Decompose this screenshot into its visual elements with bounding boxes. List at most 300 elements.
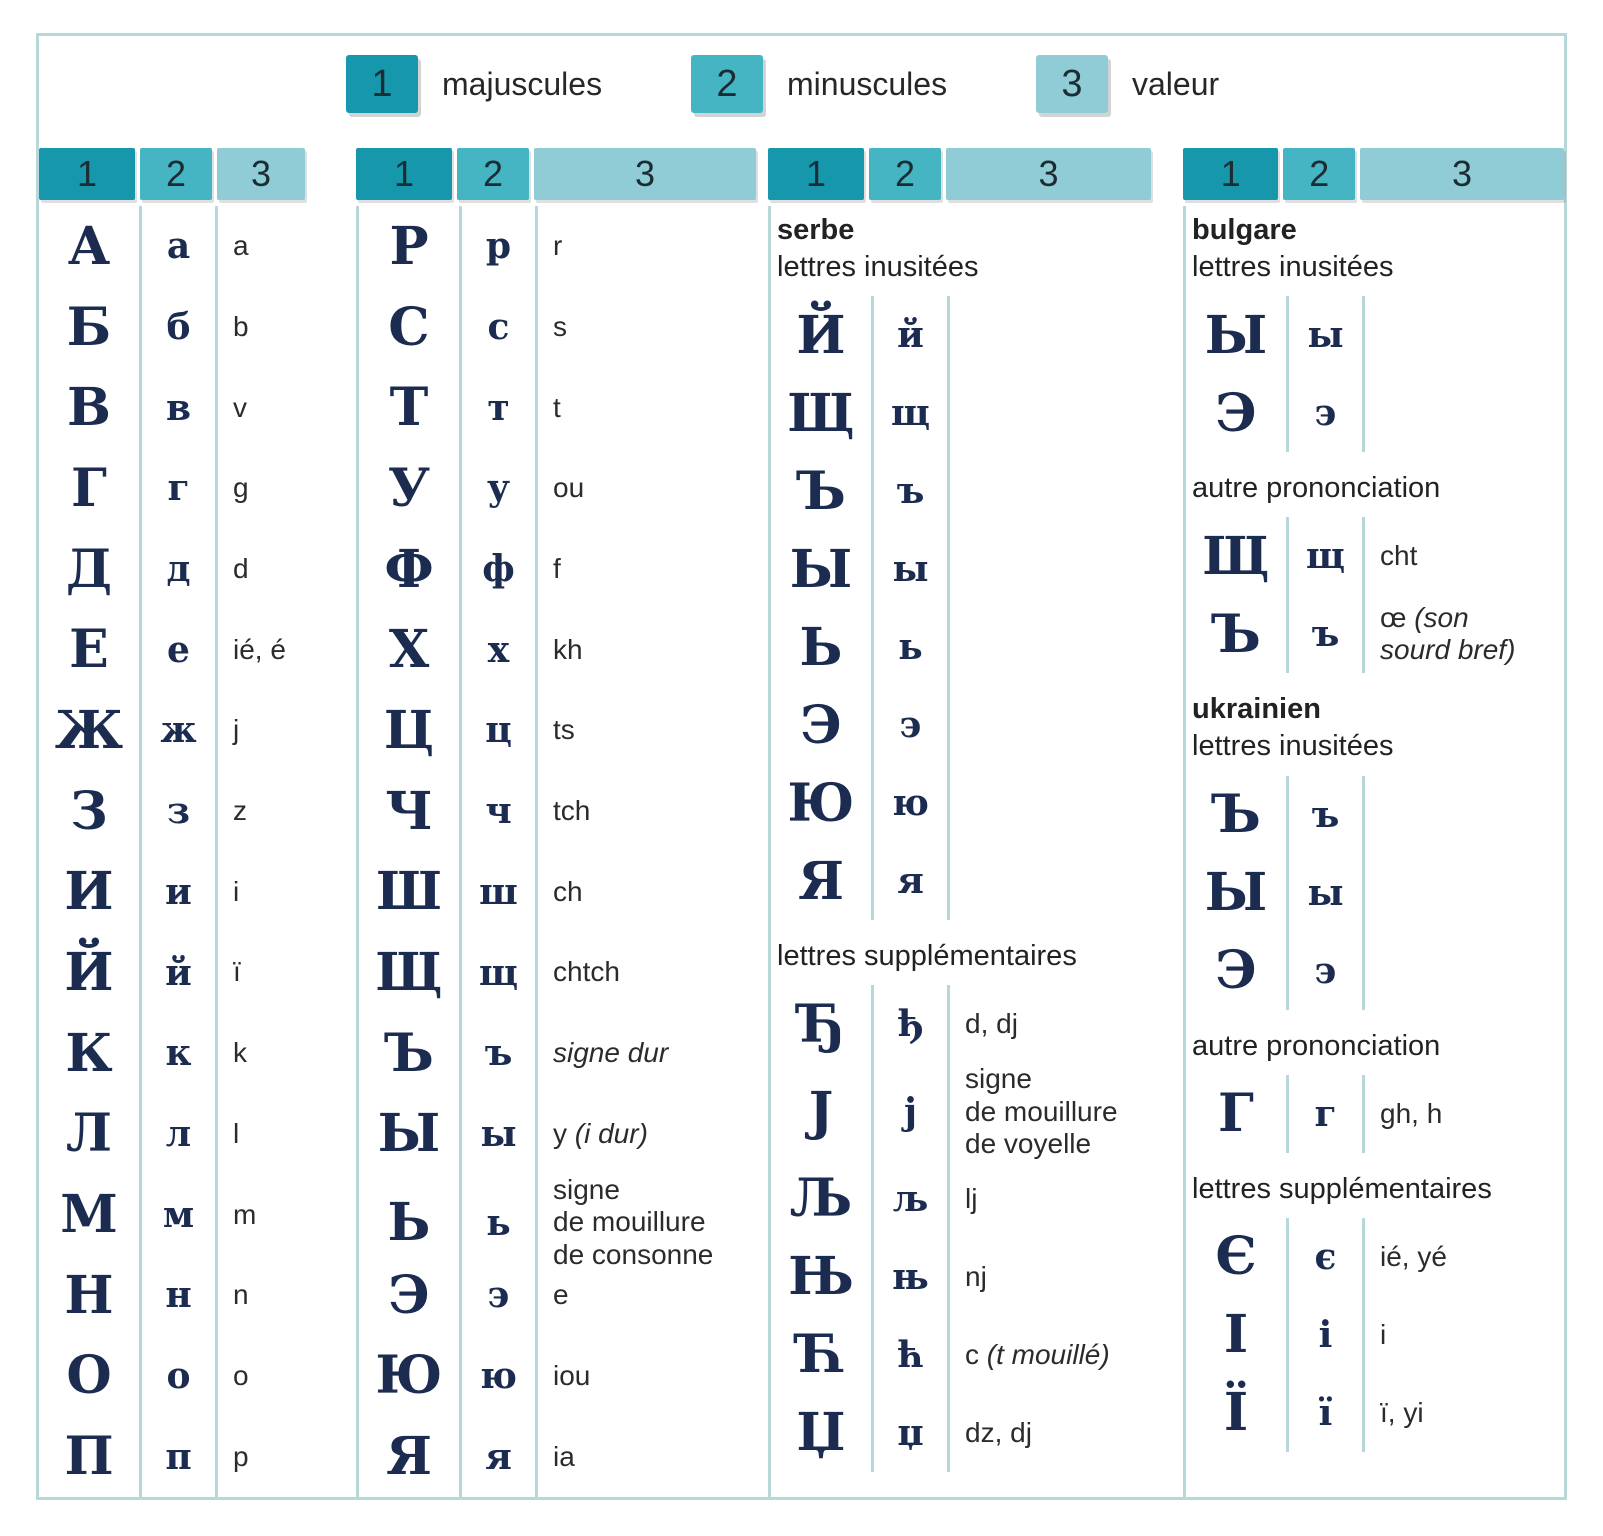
valeur-text: j: [233, 714, 240, 746]
letter-row: [359, 1416, 768, 1497]
valeur-cell: [535, 367, 768, 448]
valeur-cell: [947, 1238, 1183, 1316]
majuscule-letter: П: [64, 1426, 114, 1488]
valeur-text: gh, h: [1380, 1097, 1443, 1129]
valeur-cell: [535, 1013, 768, 1094]
valeur-cell: [1362, 374, 1564, 452]
minuscule-letter: џ: [871, 1394, 947, 1472]
minuscule-letter: щ: [459, 932, 535, 1013]
valeur-cell: [947, 608, 1183, 686]
minuscule-letter: н: [139, 1255, 215, 1336]
minuscule-letter: э: [459, 1255, 535, 1336]
valeur-cell: [535, 1416, 768, 1497]
minuscule-letter: к: [139, 1013, 215, 1094]
valeur-cell: [1362, 1374, 1564, 1452]
majuscule-letter: Я: [386, 1426, 432, 1488]
letter-row: [359, 448, 768, 529]
column-header-2: 2: [869, 148, 941, 200]
majuscule-letter: Э: [1215, 940, 1257, 1002]
group-body: [768, 206, 1183, 1497]
minuscule-letter: і: [1286, 1296, 1362, 1374]
valeur-cell: [947, 985, 1183, 1063]
letter-row: [771, 608, 1183, 686]
letter-row: [359, 287, 768, 368]
valeur-cell: [1362, 854, 1564, 932]
minuscule-letter: ы: [459, 1094, 535, 1175]
letter-row: [1186, 776, 1564, 854]
table-frame: [36, 33, 1567, 1500]
majuscule-letter: Ь: [799, 616, 843, 678]
majuscule-letter: І: [1223, 1304, 1249, 1366]
letter-row: [771, 842, 1183, 920]
valeur-text: o: [233, 1359, 249, 1391]
valeur-text: f: [553, 553, 561, 584]
legend-label-minuscules: minuscules: [787, 65, 948, 102]
letter-row: [1186, 517, 1564, 595]
column-header-3: 3: [217, 148, 305, 200]
majuscule-letter: Ц: [383, 699, 435, 761]
valeur-cell: [1362, 776, 1564, 854]
valeur-text: r: [553, 230, 563, 262]
majuscule-letter: Ч: [385, 780, 433, 842]
majuscule-letter: Г: [1218, 1083, 1254, 1145]
majuscule-letter: Г: [71, 457, 107, 519]
minuscule-letter: ђ: [871, 985, 947, 1063]
letter-row: [39, 1336, 356, 1417]
letter-row: [771, 1063, 1183, 1160]
majuscule-letter: Ъ: [384, 1022, 434, 1084]
majuscule-letter: Ы: [1204, 304, 1268, 366]
minuscule-letter: ї: [1286, 1374, 1362, 1452]
valeur-text: ï, yi: [1380, 1396, 1424, 1428]
legend-item-valeur: [1036, 55, 1219, 113]
valeur-cell: [215, 852, 356, 933]
minuscule-letter: й: [139, 932, 215, 1013]
valeur-cell: [535, 1094, 768, 1175]
group-header: [39, 148, 356, 200]
valeur-cell: [535, 852, 768, 933]
minuscule-letter: ъ: [1286, 776, 1362, 854]
valeur-cell: [535, 1255, 768, 1336]
majuscule-letter: Е: [69, 619, 109, 681]
letter-row: [771, 764, 1183, 842]
valeur-cell: [215, 1174, 356, 1255]
minuscule-letter: щ: [871, 374, 947, 452]
letter-row: [771, 296, 1183, 374]
minuscule-letter: п: [139, 1416, 215, 1497]
majuscule-letter: Њ: [788, 1246, 854, 1308]
majuscule-letter: В: [67, 377, 111, 439]
valeur-cell: [535, 932, 768, 1013]
group-header: [1183, 148, 1564, 200]
column-header-1: 1: [356, 148, 452, 200]
majuscule-letter: К: [65, 1022, 113, 1084]
majuscule-letter: Є: [1215, 1226, 1257, 1288]
section-title: ukrainien: [1192, 693, 1321, 726]
majuscule-letter: И: [64, 861, 114, 923]
valeur-cell: [535, 1336, 768, 1417]
minuscule-letter: э: [1286, 932, 1362, 1010]
letter-row: [39, 1174, 356, 1255]
valeur-cell: [535, 206, 768, 287]
letter-row: [39, 1255, 356, 1336]
letter-row: [1186, 1296, 1564, 1374]
valeur-text: œ (son sourd bref): [1380, 602, 1516, 666]
minuscule-letter: ь: [871, 608, 947, 686]
minuscule-letter: м: [139, 1174, 215, 1255]
valeur-cell: [535, 690, 768, 771]
valeur-text: dz, dj: [965, 1416, 1032, 1448]
majuscule-letter: Щ: [1202, 525, 1270, 587]
valeur-text: nj: [965, 1260, 987, 1292]
majuscule-letter: Ы: [377, 1103, 441, 1165]
column-header-3: 3: [946, 148, 1151, 200]
minuscule-letter: т: [459, 367, 535, 448]
majuscule-letter: Ю: [375, 1345, 443, 1407]
valeur-text: ts: [553, 714, 575, 746]
valeur-cell: [215, 1013, 356, 1094]
valeur-text: m: [233, 1198, 257, 1230]
letter-row: [39, 1416, 356, 1497]
valeur-cell: [947, 686, 1183, 764]
minuscule-letter: ш: [459, 852, 535, 933]
majuscule-letter: Й: [64, 942, 114, 1004]
valeur-cell: [535, 448, 768, 529]
valeur-text: ia: [553, 1440, 575, 1472]
legend-item-majuscules: [346, 55, 602, 113]
letter-row: [359, 1094, 768, 1175]
valeur-text: ï: [233, 956, 241, 988]
minuscule-letter: ћ: [871, 1316, 947, 1394]
group-body: [1183, 206, 1564, 1497]
section-label: [771, 920, 1183, 985]
minuscule-letter: д: [139, 529, 215, 610]
section-subtitle: lettres inusitées: [1192, 251, 1394, 284]
section-label: [1186, 673, 1564, 775]
valeur-cell: [535, 529, 768, 610]
letter-row: [1186, 932, 1564, 1010]
valeur-text: s: [553, 310, 567, 342]
majuscule-letter: З: [70, 780, 108, 842]
valeur-text: ch: [553, 875, 583, 907]
letter-row: [359, 1013, 768, 1094]
valeur-text: p: [233, 1440, 249, 1472]
majuscule-letter: Э: [800, 694, 842, 756]
letter-row: [771, 1316, 1183, 1394]
majuscule-letter: М: [60, 1184, 118, 1246]
column-header-2: 2: [1283, 148, 1355, 200]
majuscule-letter: Ћ: [795, 1324, 847, 1386]
letter-row: [359, 932, 768, 1013]
valeur-cell: [1362, 1296, 1564, 1374]
letter-row: [771, 452, 1183, 530]
minuscule-letter: ч: [459, 771, 535, 852]
majuscule-letter: Р: [389, 215, 429, 277]
valeur-cell: [1362, 517, 1564, 595]
valeur-text: i: [1380, 1318, 1387, 1350]
letter-row: [1186, 374, 1564, 452]
valeur-cell: [215, 771, 356, 852]
valeur-text: iou: [553, 1359, 591, 1391]
valeur-cell: [215, 367, 356, 448]
column-header-1: 1: [1183, 148, 1278, 200]
letter-row: [771, 686, 1183, 764]
minuscule-letter: љ: [871, 1160, 947, 1238]
minuscule-letter: и: [139, 852, 215, 933]
valeur-text: c (t mouillé): [965, 1338, 1110, 1370]
letter-row: [39, 1094, 356, 1175]
valeur-cell: [215, 1255, 356, 1336]
valeur-text: tch: [553, 795, 591, 827]
letter-row: [39, 1013, 356, 1094]
minuscule-letter: ы: [1286, 854, 1362, 932]
valeur-text: v: [233, 391, 247, 423]
column-header-3: 3: [1360, 148, 1564, 200]
letter-row: [1186, 595, 1564, 673]
legend-item-minuscules: [691, 55, 947, 113]
legend-box-3: 3: [1036, 55, 1108, 113]
valeur-cell: [215, 287, 356, 368]
minuscule-letter: р: [459, 206, 535, 287]
column-groups: [39, 148, 1564, 1497]
letter-row: [39, 367, 356, 448]
minuscule-letter: б: [139, 287, 215, 368]
minuscule-letter: њ: [871, 1238, 947, 1316]
valeur-cell: [215, 448, 356, 529]
column-header-3: 3: [534, 148, 756, 200]
majuscule-letter: Щ: [375, 942, 443, 1004]
majuscule-letter: Ъ: [1211, 603, 1261, 665]
minuscule-letter: с: [459, 287, 535, 368]
valeur-text: chtch: [553, 956, 620, 988]
majuscule-letter: У: [387, 457, 431, 519]
majuscule-letter: Я: [798, 850, 844, 912]
section-label: [1186, 206, 1564, 296]
section-subtitle: autre prononciation: [1192, 1029, 1441, 1062]
majuscule-letter: Ы: [1204, 862, 1268, 924]
column-header-1: 1: [768, 148, 864, 200]
letter-row: [39, 609, 356, 690]
valeur-text: d: [233, 553, 249, 584]
letter-row: [359, 852, 768, 933]
majuscule-letter: С: [388, 296, 430, 358]
valeur-text: i: [233, 875, 240, 907]
valeur-cell: [215, 609, 356, 690]
section-subtitle: lettres supplémentaires: [1192, 1172, 1492, 1205]
minuscule-letter: щ: [1286, 517, 1362, 595]
section-subtitle: lettres inusitées: [1192, 730, 1394, 763]
minuscule-letter: ю: [871, 764, 947, 842]
minuscule-letter: в: [139, 367, 215, 448]
majuscule-letter: Ї: [1223, 1382, 1249, 1444]
valeur-text: y (i dur): [553, 1117, 648, 1149]
group-header: [768, 148, 1183, 200]
valeur-cell: [215, 529, 356, 610]
letter-row: [359, 206, 768, 287]
valeur-cell: [947, 842, 1183, 920]
letter-row: [359, 690, 768, 771]
minuscule-letter: е: [139, 609, 215, 690]
valeur-text: lj: [965, 1182, 978, 1214]
majuscule-letter: Ъ: [1211, 784, 1261, 846]
minuscule-letter: г: [139, 448, 215, 529]
letter-row: [359, 367, 768, 448]
legend-label-valeur: valeur: [1132, 65, 1220, 102]
valeur-text: ié, é: [233, 633, 286, 665]
valeur-text: cht: [1380, 540, 1418, 572]
legend-box-2: 2: [691, 55, 763, 113]
letter-row: [39, 771, 356, 852]
letter-row: [39, 932, 356, 1013]
valeur-text: kh: [553, 633, 583, 665]
letter-row: [771, 1160, 1183, 1238]
letter-row: [39, 690, 356, 771]
valeur-cell: [215, 932, 356, 1013]
majuscule-letter: Н: [64, 1264, 114, 1326]
letter-row: [771, 1394, 1183, 1472]
minuscule-letter: ъ: [459, 1013, 535, 1094]
minuscule-letter: я: [871, 842, 947, 920]
minuscule-letter: ю: [459, 1336, 535, 1417]
majuscule-letter: Љ: [789, 1168, 853, 1230]
valeur-text: a: [233, 230, 249, 262]
column-header-1: 1: [39, 148, 135, 200]
minuscule-letter: ъ: [871, 452, 947, 530]
valeur-cell: [947, 452, 1183, 530]
valeur-text: signe de mouillure de voyelle: [965, 1063, 1118, 1159]
letter-row: [359, 1255, 768, 1336]
minuscule-letter: ј: [871, 1063, 947, 1160]
valeur-text: ié, yé: [1380, 1240, 1447, 1272]
majuscule-letter: Ъ: [796, 460, 846, 522]
letter-row: [359, 1336, 768, 1417]
letter-row: [1186, 296, 1564, 374]
group-russian-r-ya: [356, 148, 768, 1497]
minuscule-letter: ц: [459, 690, 535, 771]
majuscule-letter: Э: [388, 1264, 430, 1326]
majuscule-letter: Щ: [787, 382, 855, 444]
valeur-cell: [947, 1394, 1183, 1472]
majuscule-letter: Ш: [376, 861, 442, 923]
majuscule-letter: Ф: [384, 538, 434, 600]
majuscule-letter: Ы: [789, 538, 853, 600]
minuscule-letter: ж: [139, 690, 215, 771]
valeur-text: l: [233, 1117, 240, 1149]
valeur-text: n: [233, 1279, 249, 1311]
majuscule-letter: Ј: [808, 1081, 834, 1143]
letter-row: [39, 206, 356, 287]
valeur-text: b: [233, 310, 249, 342]
valeur-text: ou: [553, 472, 585, 504]
valeur-cell: [947, 374, 1183, 452]
group-bulgarian-ukrainian: [1183, 148, 1564, 1497]
valeur-text: k: [233, 1037, 247, 1069]
valeur-cell: [947, 1316, 1183, 1394]
valeur-text: d, dj: [965, 1008, 1018, 1040]
legend-label-majuscules: majuscules: [442, 65, 603, 102]
letter-row: [771, 374, 1183, 452]
group-serbian: [768, 148, 1183, 1497]
letter-row: [359, 1174, 768, 1270]
valeur-text: e: [553, 1279, 569, 1311]
minuscule-letter: х: [459, 609, 535, 690]
majuscule-letter: Й: [796, 304, 846, 366]
majuscule-letter: Э: [1215, 382, 1257, 444]
minuscule-letter: о: [139, 1336, 215, 1417]
letter-row: [1186, 1218, 1564, 1296]
group-body: [39, 206, 356, 1497]
letter-row: [771, 530, 1183, 608]
section-subtitle: lettres inusitées: [777, 251, 979, 284]
minuscule-letter: й: [871, 296, 947, 374]
valeur-cell: [1362, 1075, 1564, 1153]
valeur-cell: [1362, 595, 1564, 673]
minuscule-letter: л: [139, 1094, 215, 1175]
letter-row: [1186, 1374, 1564, 1452]
group-header: [356, 148, 768, 200]
letter-row: [39, 529, 356, 610]
section-label: [1186, 1153, 1564, 1218]
minuscule-letter: ф: [459, 529, 535, 610]
column-header-2: 2: [140, 148, 212, 200]
valeur-cell: [535, 287, 768, 368]
section-label: [1186, 452, 1564, 517]
letter-row: [1186, 1075, 1564, 1153]
majuscule-letter: Б: [66, 296, 112, 358]
valeur-cell: [1362, 1218, 1564, 1296]
minuscule-letter: ъ: [1286, 595, 1362, 673]
minuscule-letter: ы: [871, 530, 947, 608]
valeur-text: signe de mouillure de consonne: [553, 1174, 714, 1270]
valeur-cell: [947, 1160, 1183, 1238]
section-title: serbe: [777, 214, 855, 246]
valeur-cell: [947, 530, 1183, 608]
majuscule-letter: Х: [388, 619, 430, 681]
valeur-cell: [947, 1063, 1183, 1160]
section-subtitle: autre prononciation: [1192, 472, 1441, 505]
section-subtitle: lettres supplémentaires: [777, 940, 1077, 973]
majuscule-letter: О: [66, 1345, 112, 1407]
minuscule-letter: э: [1286, 374, 1362, 452]
valeur-text: g: [233, 472, 249, 504]
majuscule-letter: Т: [389, 377, 429, 439]
group-body: [356, 206, 768, 1497]
valeur-cell: [1362, 296, 1564, 374]
minuscule-letter: г: [1286, 1075, 1362, 1153]
letter-row: [1186, 854, 1564, 932]
valeur-cell: [535, 771, 768, 852]
valeur-cell: [947, 764, 1183, 842]
letter-row: [771, 985, 1183, 1063]
letter-row: [359, 771, 768, 852]
majuscule-letter: А: [67, 215, 111, 277]
majuscule-letter: Ю: [787, 772, 855, 834]
group-russian-a-p: [39, 148, 356, 1497]
valeur-cell: [947, 296, 1183, 374]
valeur-cell: [215, 690, 356, 771]
valeur-cell: [215, 206, 356, 287]
valeur-cell: [1362, 932, 1564, 1010]
minuscule-letter: з: [139, 771, 215, 852]
valeur-cell: [535, 609, 768, 690]
letter-row: [39, 448, 356, 529]
legend-box-1: 1: [346, 55, 418, 113]
minuscule-letter: є: [1286, 1218, 1362, 1296]
minuscule-letter: у: [459, 448, 535, 529]
letter-row: [359, 529, 768, 610]
valeur-cell: [215, 1416, 356, 1497]
minuscule-letter: я: [459, 1416, 535, 1497]
